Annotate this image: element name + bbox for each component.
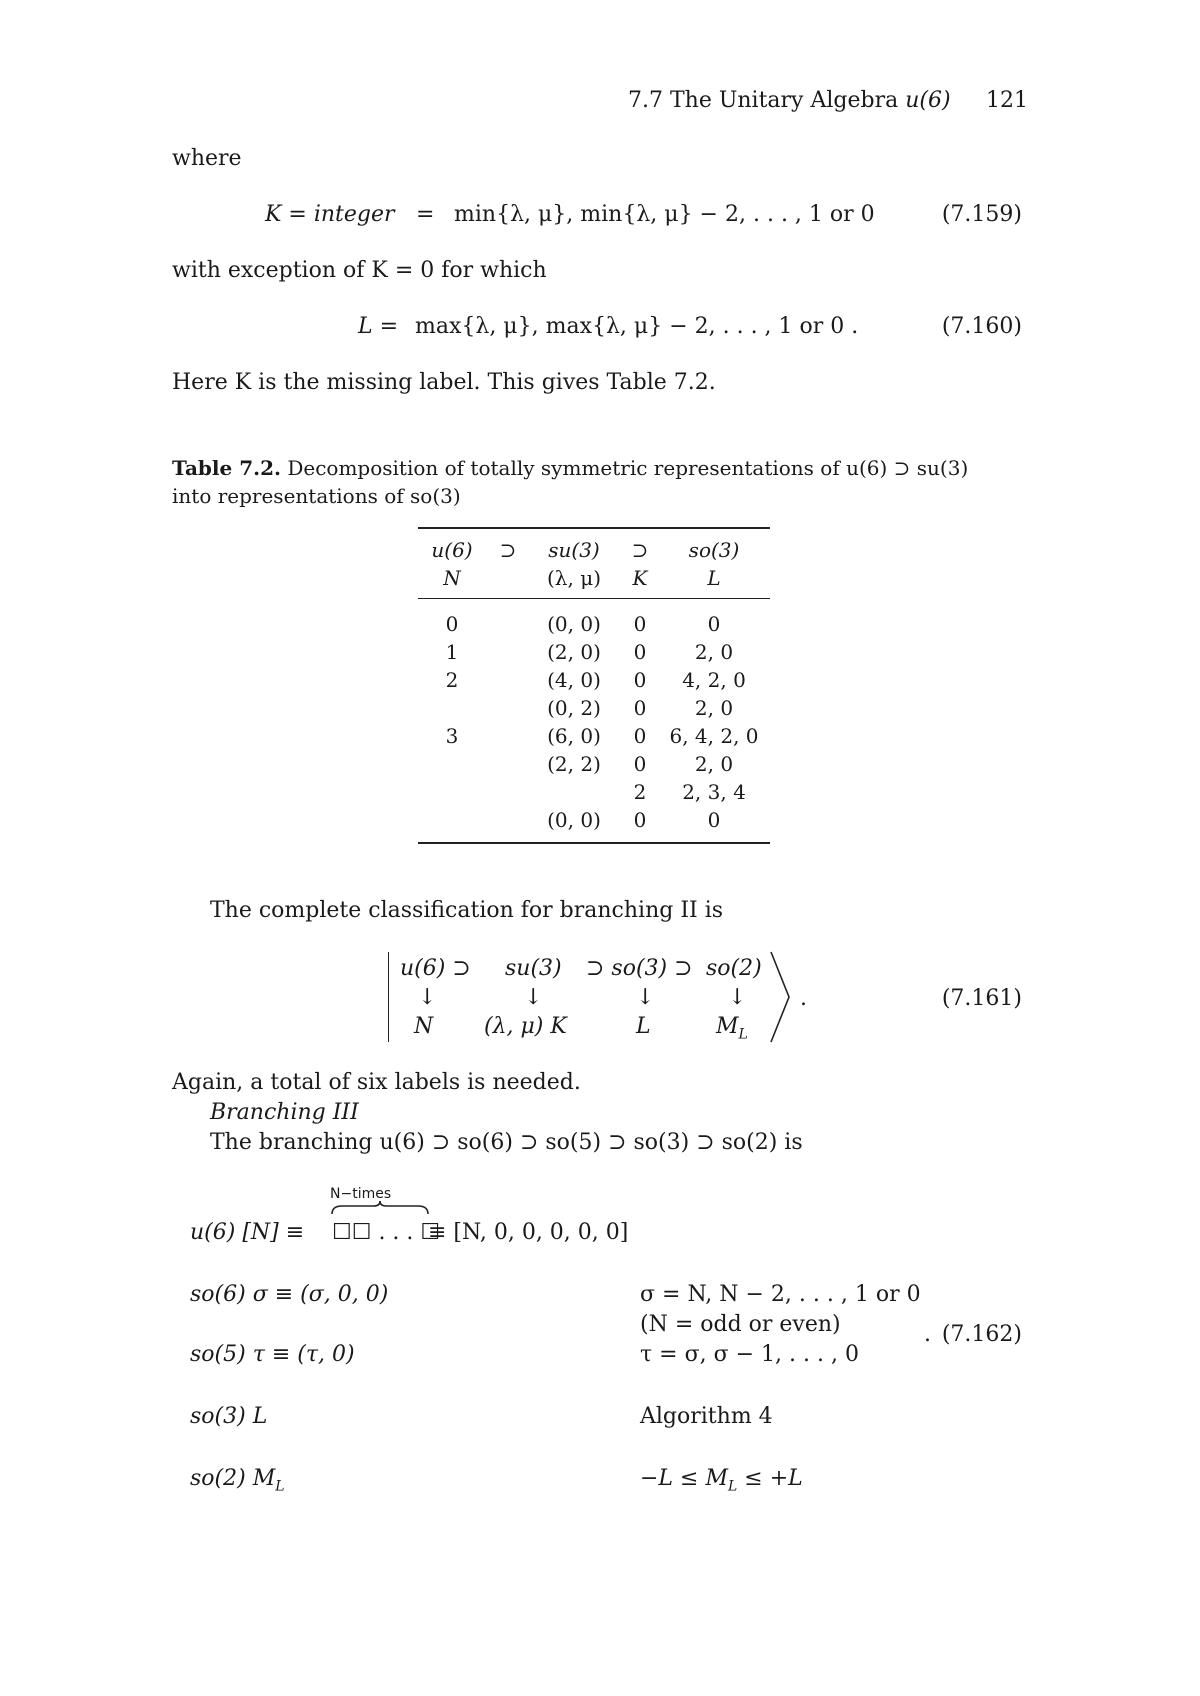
eq162-number: (7.162) (941, 1322, 1022, 1347)
table-bottom-rule (418, 842, 770, 844)
again-text: Again, a total of six labels is needed. (172, 1070, 581, 1095)
eq161-su3: su(3) (505, 956, 562, 981)
cell-k: 0 (633, 808, 647, 832)
th-l: L (707, 566, 721, 590)
eq161-lmk: (λ, μ) K (484, 1014, 567, 1039)
cell-k: 0 (633, 752, 647, 776)
eq162-so2-rhs: $-L \le M_L \le +L$ (640, 1466, 803, 1495)
where-text: where (172, 146, 242, 171)
cell-lm: (0, 0) (547, 808, 601, 832)
cell-l: 0 (707, 612, 721, 636)
table-label: Table 7.2. (172, 456, 281, 480)
page-number: 121 (986, 88, 1028, 113)
exception-text: with exception of K = 0 for which (172, 258, 547, 283)
table-mid-rule (418, 598, 770, 599)
th-sup2: ⊃ (631, 538, 649, 562)
eq162-so3: so(3) L (190, 1404, 268, 1429)
eq162-u6-rhs: ≡ [N, 0, 0, 0, 0, 0] (428, 1220, 629, 1245)
eq159-eqsign: = (416, 202, 435, 227)
cell-lm: (6, 0) (547, 724, 601, 748)
cell-n: 1 (445, 640, 459, 664)
eq161-number: (7.161) (941, 986, 1022, 1011)
eq160-rhs: max{λ, μ}, max{λ, μ} − 2, . . . , 1 or 0 . (415, 314, 859, 339)
eq161-ml: $M_L$ (716, 1014, 748, 1043)
eq162-so6-rhs: σ = N, N − 2, . . . , 1 or 0 (640, 1282, 921, 1307)
eq162-so5-rhs: τ = σ, σ − 1, . . . , 0 (640, 1342, 859, 1367)
eq161-n: N (414, 1014, 434, 1039)
eq161-dot: . (800, 986, 807, 1011)
ntimes-label: N−times (330, 1186, 392, 1202)
cell-l: 6, 4, 2, 0 (669, 724, 759, 748)
eq162-dot: . (924, 1322, 931, 1347)
cell-lm: (0, 2) (547, 696, 601, 720)
down-arrow-icon: ↓ (418, 985, 437, 1010)
th-u6: u(6) (431, 538, 473, 562)
cell-k: 2 (633, 780, 647, 804)
branching-text: The branching u(6) ⊃ so(6) ⊃ so(5) ⊃ so(3) ⊃ so(2) is (210, 1130, 803, 1155)
cell-l: 2, 0 (694, 752, 734, 776)
eq162-u6: u(6) [N] ≡ (190, 1220, 305, 1245)
eq161-left-bar (388, 952, 389, 1042)
cell-k: 0 (633, 696, 647, 720)
table-caption-line2: into representations of so(3) (172, 484, 461, 508)
eq160-lhs: L = (358, 314, 399, 339)
eq159-lhs: K = integer (265, 202, 395, 227)
eq162-so6-rhs2: (N = odd or even) (640, 1312, 841, 1337)
th-sup1: ⊃ (499, 538, 517, 562)
cell-lm: (2, 2) (547, 752, 601, 776)
cell-l: 4, 2, 0 (682, 668, 746, 692)
th-k: K (632, 566, 648, 590)
overbrace-icon (330, 1200, 430, 1216)
down-arrow-icon: ↓ (728, 985, 747, 1010)
down-arrow-icon: ↓ (636, 985, 655, 1010)
right-angle-bracket-icon (768, 950, 792, 1044)
cell-k: 0 (633, 724, 647, 748)
missing-label-text: Here K is the missing label. This gives Table 7.2. (172, 370, 716, 395)
down-arrow-icon: ↓ (524, 985, 543, 1010)
table-top-rule (418, 527, 770, 529)
eq161-so2: so(2) (706, 956, 762, 981)
eq161-so3: ⊃ so(3) ⊃ (586, 956, 693, 981)
th-n: N (443, 566, 461, 590)
eq160-number: (7.160) (941, 314, 1022, 339)
header-section: 7.7 The Unitary Algebra (628, 88, 899, 113)
cell-lm: (4, 0) (547, 668, 601, 692)
eq159-rhs: min{λ, μ}, min{λ, μ} − 2, . . . , 1 or 0 (454, 202, 875, 227)
table-caption-text: Decomposition of totally symmetric representations of u(6) ⊃ su(3) (287, 456, 969, 480)
cell-l: 2, 0 (694, 640, 734, 664)
branching-title: Branching III (210, 1100, 359, 1125)
eq162-so5: so(5) τ ≡ (τ, 0) (190, 1342, 355, 1367)
cell-n: 2 (445, 668, 459, 692)
classification-text: The complete classification for branching II is (210, 898, 724, 923)
cell-lm: (2, 0) (547, 640, 601, 664)
cell-k: 0 (633, 640, 647, 664)
running-header (628, 88, 951, 113)
cell-n: 3 (445, 724, 459, 748)
eq161-l: L (636, 1014, 651, 1039)
table-caption-line1 (172, 456, 968, 480)
cell-k: 0 (633, 668, 647, 692)
th-lm: (λ, μ) (547, 566, 601, 590)
header-algebra: u(6) (905, 88, 951, 113)
cell-l: 2, 3, 4 (682, 780, 746, 804)
th-so3: so(3) (688, 538, 740, 562)
eq162-so2: so(2) $M_L$ (190, 1466, 285, 1495)
cell-l: 0 (707, 808, 721, 832)
eq161-u6: u(6) ⊃ (400, 956, 471, 981)
eq159-number: (7.159) (941, 202, 1022, 227)
eq162-so3-rhs: Algorithm 4 (640, 1404, 773, 1429)
cell-n: 0 (445, 612, 459, 636)
cell-lm: (0, 0) (547, 612, 601, 636)
cell-l: 2, 0 (694, 696, 734, 720)
eq162-so6: so(6) σ ≡ (σ, 0, 0) (190, 1282, 389, 1307)
cell-k: 0 (633, 612, 647, 636)
th-su3: su(3) (548, 538, 600, 562)
young-diagram-boxes: ☐☐ . . . ☐ (332, 1220, 441, 1245)
